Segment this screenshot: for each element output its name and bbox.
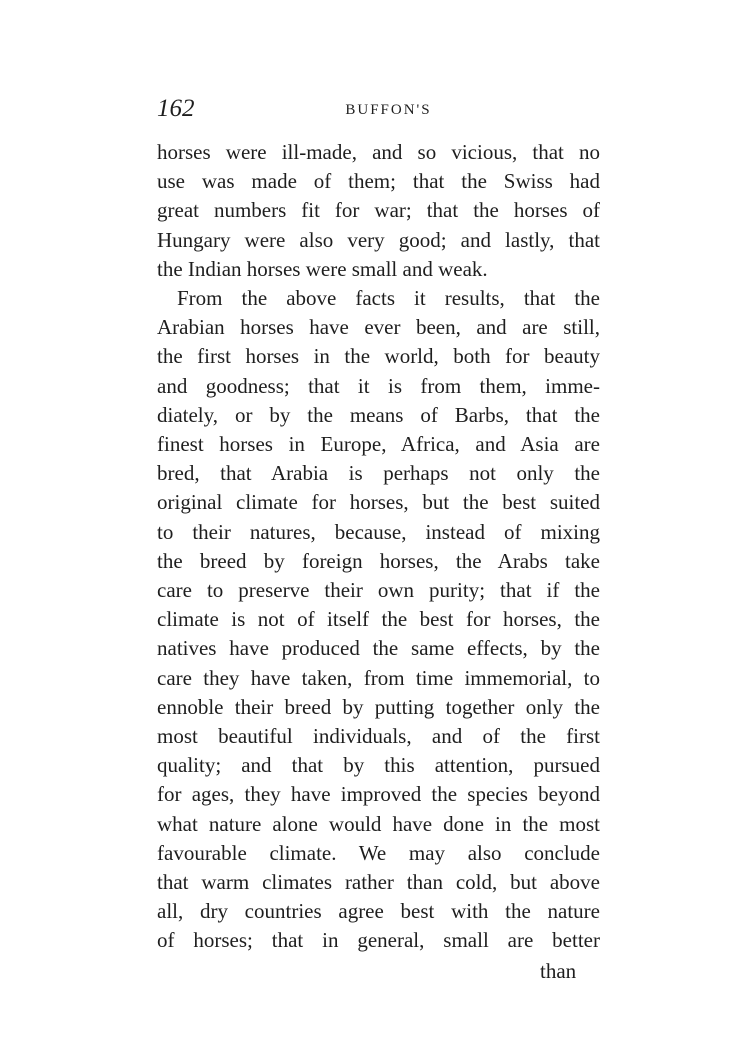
text-line: the Indian horses were small and weak.: [157, 256, 488, 281]
text-line: of horses; that in general, small are better: [157, 928, 600, 953]
text-line: ennoble their breed by putting together only the: [157, 694, 600, 719]
text-line: all, dry countries agree best with the nature: [157, 899, 600, 924]
text-line: great numbers fit for war; that the horses of: [157, 198, 600, 223]
text-line: diately, or by the means of Barbs, that the: [157, 402, 600, 427]
page-header: [157, 94, 600, 124]
text-line: natives have produced the same effects, by the: [157, 636, 600, 661]
text-line: the breed by foreign horses, the Arabs take: [157, 548, 600, 573]
text-line: bred, that Arabia is perhaps not only the: [157, 461, 600, 486]
text-line: for ages, they have improved the species beyond: [157, 782, 600, 807]
text-line: original climate for horses, but the best suited: [157, 490, 600, 515]
text-line: to their natures, because, instead of mixing: [157, 519, 600, 544]
text-line: From the above facts it results, that the: [177, 286, 600, 311]
paragraph: [157, 138, 600, 284]
text-line: Hungary were also very good; and lastly, that: [157, 227, 600, 252]
text-line: that warm climates rather than cold, but above: [157, 870, 600, 895]
paragraph: [157, 284, 600, 956]
text-line: most beautiful individuals, and of the first: [157, 724, 600, 749]
text-line: horses were ill-made, and so vicious, that no: [157, 140, 600, 164]
text-line: and goodness; that it is from them, imme-: [157, 373, 600, 398]
text-line: climate is not of itself the best for horses, the: [157, 607, 600, 632]
text-line: care to preserve their own purity; that if the: [157, 578, 600, 603]
text-line: what nature alone would have done in the most: [157, 811, 600, 836]
text-line: care they have taken, from time immemorial, to: [157, 665, 600, 690]
text-line: the first horses in the world, both for beauty: [157, 344, 600, 369]
text-line: quality; and that by this attention, pursued: [157, 753, 600, 778]
text-line: finest horses in Europe, Africa, and Asia are: [157, 432, 600, 457]
text-line: favourable climate. We may also conclude: [157, 840, 600, 865]
catchword: than: [540, 959, 577, 983]
running-head: BUFFON'S: [345, 102, 432, 118]
page-number: 162: [157, 95, 195, 122]
text-line: use was made of them; that the Swiss had: [157, 169, 600, 194]
text-line: Arabian horses have ever been, and are still,: [157, 315, 600, 340]
body-text: [157, 138, 600, 956]
